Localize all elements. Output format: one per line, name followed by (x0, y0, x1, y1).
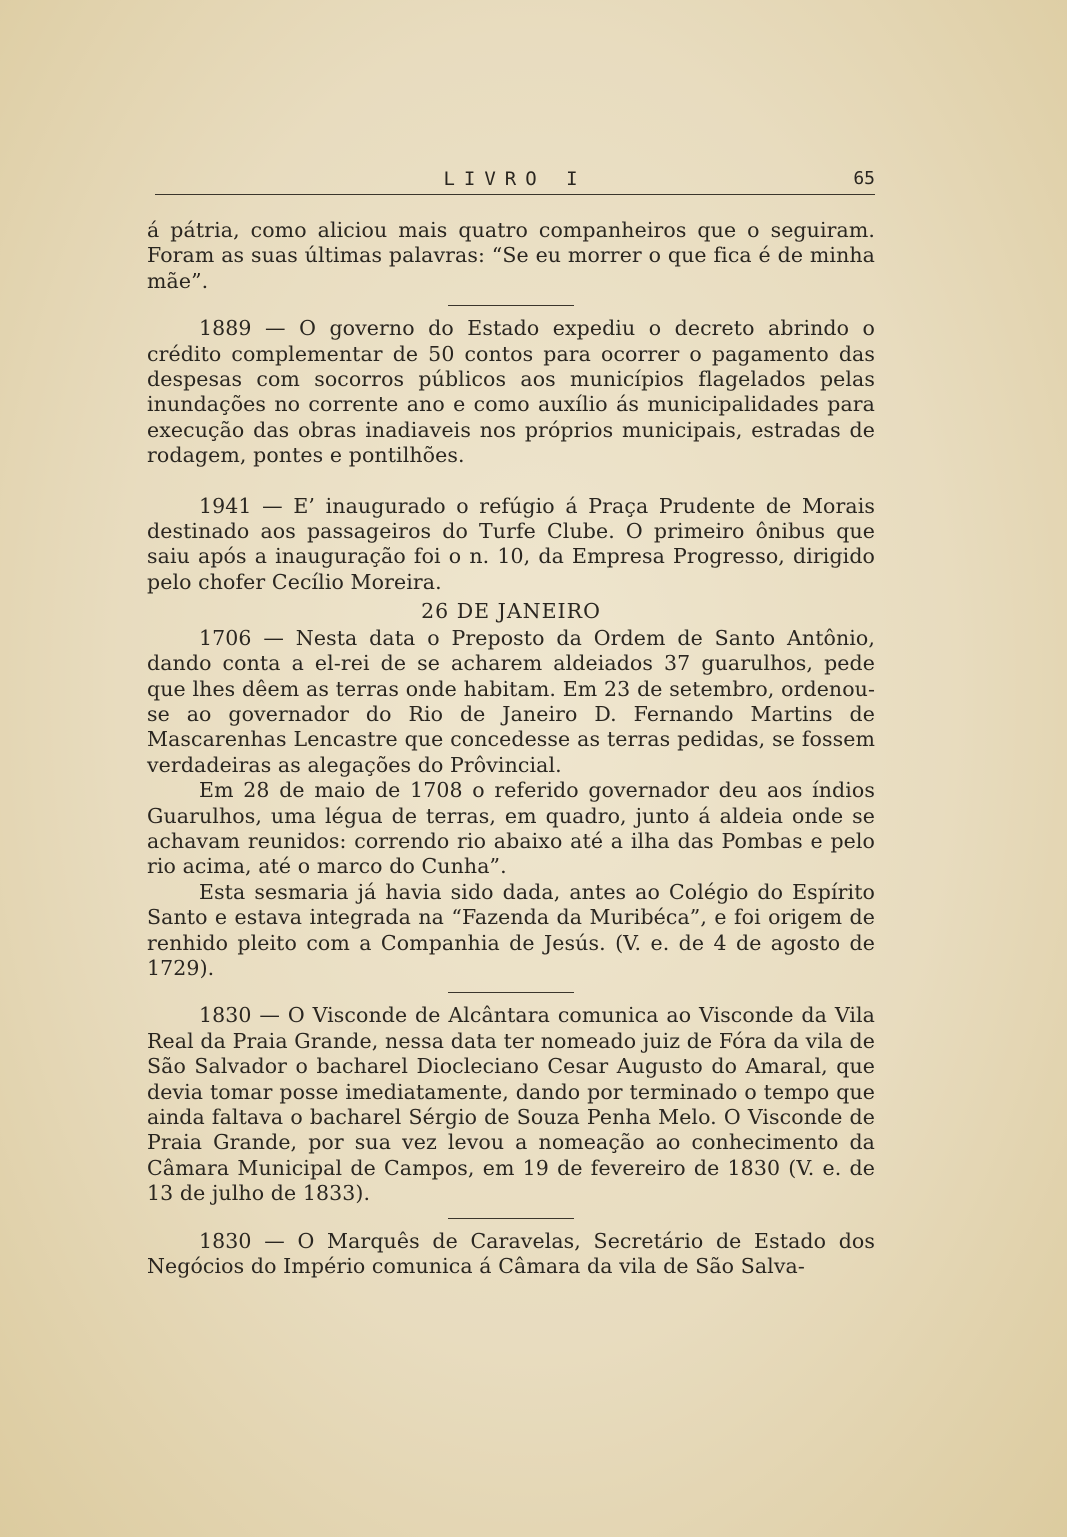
spacer (147, 469, 875, 494)
date-heading: 26 DE JANEIRO (421, 599, 601, 624)
paragraph: á pátria, como aliciou mais quatro companheiros que o seguiram. Foram as suas últimas palavras: “Se eu morrer o que fica é de minha mãe”. (147, 218, 875, 293)
page-number: 65 (853, 168, 875, 189)
section-divider (448, 992, 574, 993)
section-divider (448, 1218, 574, 1219)
paragraph: 1830 — O Visconde de Alcântara comunica ao Visconde da Vila Real da Praia Grande, nessa data ter nomeado juiz de Fóra da vila de São Salvador o bacharel Diocleciano Cesar Augusto do Amaral, que devia tomar posse imediatamente, dando por terminado o tempo que ainda faltava o bacharel Sérgio de Souza Penha Melo. O Visconde de Praia Grande, por sua vez levou a nomeação ao conhecimento da Câmara Municipal de Campos, em 19 de fevereiro de 1830 (V. e. de 13 de julho de 1833). (147, 1003, 875, 1206)
page-header (155, 168, 875, 195)
paragraph: Esta sesmaria já havia sido dada, antes ao Colégio do Espírito Santo e estava integrada na “Fazenda da Muribéca”, e foi origem de renhido pleito com a Companhia de Jesús. (V. e. de 4 de agosto de 1729). (147, 879, 875, 980)
paragraph: 1889 — O governo do Estado expediu o decreto abrindo o crédito complementar de 50 contos para ocorrer o pagamento das despesas com socorros públicos aos municípios flagelados pelas inundações no corrente ano e como auxílio ás municipalidades para execução das obras inadiaveis nos próprios municipais, estradas de rodagem, pontes e pontilhões. (147, 316, 875, 468)
section-divider (448, 305, 574, 306)
paragraph: 1830 — O Marquês de Caravelas, Secretário de Estado dos Negócios do Império comunica á Câmara da vila de São Salva- (147, 1228, 875, 1279)
paragraph: 1941 — E’ inaugurado o refúgio á Praça Prudente de Morais destinado aos passageiros do Turfe Clube. O primeiro ônibus que saiu após a inauguração foi o n. 10, da Empresa Progresso, dirigido pelo chofer Cecílio Moreira. (147, 493, 875, 594)
running-title: LIVRO I (443, 168, 587, 190)
page-body (147, 218, 875, 1279)
paragraph: 1706 — Nesta data o Preposto da Ordem de Santo Antônio, dando conta a el-rei de se acharem aldeiados 37 guarulhos, pede que lhes dêem as terras onde habitam. Em 23 de setembro, ordenou-se ao governador do Rio de Janeiro D. Fernando Martins de Mascarenhas Lencastre que concedesse as terras pedidas, se fossem verdadeiras as alegações do Prôvincial. (147, 625, 875, 777)
paragraph: Em 28 de maio de 1708 o referido governador deu aos índios Guarulhos, uma légua de terras, em quadro, junto á aldeia onde se achavam reunidos: correndo rio abaixo até a ilha das Pombas e pelo rio acima, até o marco do Cunha”. (147, 778, 875, 879)
